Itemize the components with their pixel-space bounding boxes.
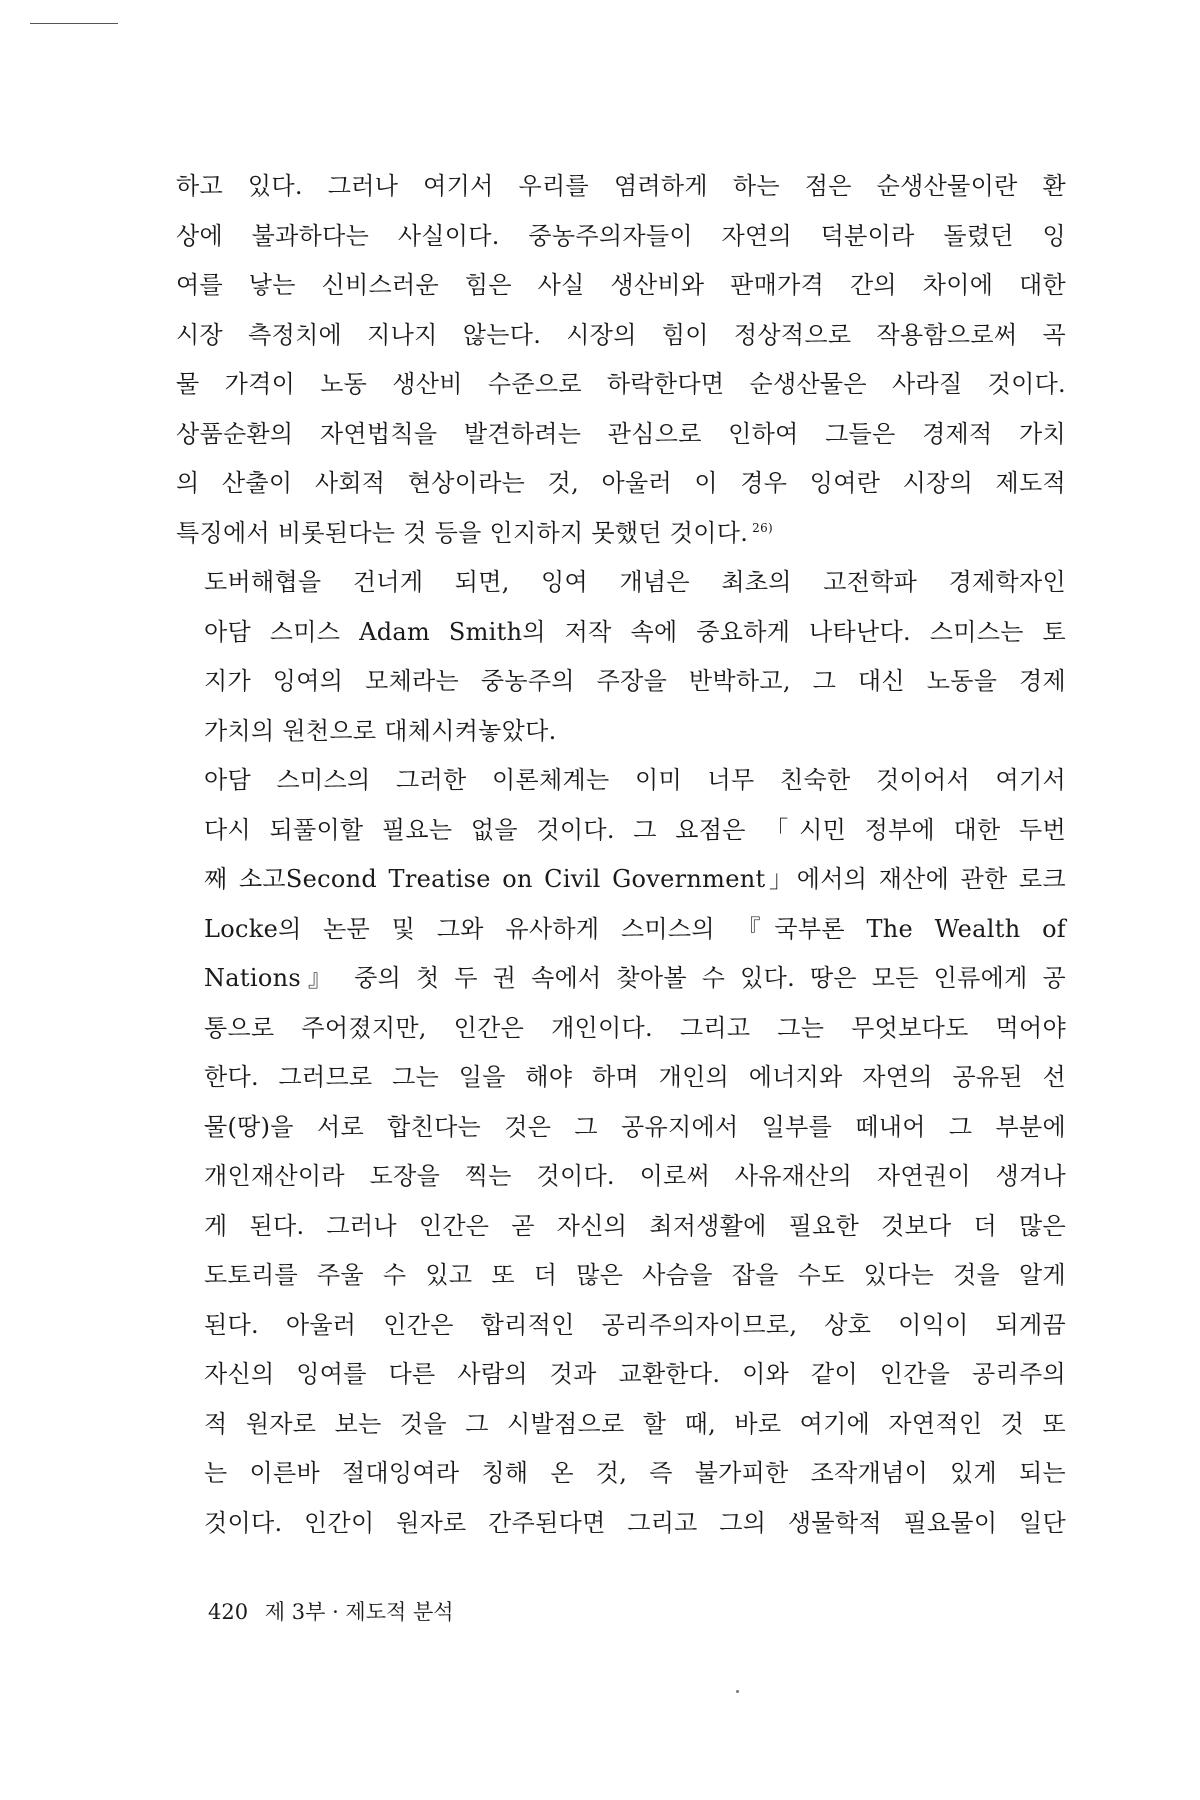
- text-line: 지가 잉여의 모체라는 중농주의 주장을 반박하고, 그 대신 노동을 경제: [204, 667, 1066, 695]
- text-line: 여를 낳는 신비스러운 힘은 사실 생산비와 판매가격 간의 차이에 대한: [176, 271, 1066, 299]
- text-line: 도버해협을 건너게 되면, 잉여 개념은 최초의 고전학파 경제학자인: [204, 568, 1066, 596]
- text-line: 시장 측정치에 지나지 않는다. 시장의 힘이 정상적으로 작용함으로써 곡: [176, 320, 1066, 349]
- text-line: 통으로 주어졌지만, 인간은 개인이다. 그리고 그는 무엇보다도 먹어야: [204, 1013, 1066, 1042]
- top-rule: [30, 23, 118, 24]
- text-line: 도토리를 주울 수 있고 또 더 많은 사슴을 잡을 수도 있다는 것을 알게: [204, 1261, 1066, 1289]
- text-line: 것이다. 인간이 원자로 간주된다면 그리고 그의 생물학적 필요물이 일단: [204, 1508, 1066, 1537]
- text-line: 다시 되풀이할 필요는 없을 것이다. 그 요점은 「시민 정부에 대한 두번: [204, 815, 1066, 844]
- text-line: 상에 불과하다는 사실이다. 중농주의자들이 자연의 덕분이라 돌렸던 잉: [176, 221, 1066, 250]
- text-line: 가치의 원천으로 대체시켜놓았다.: [204, 716, 557, 745]
- text-line: 자신의 잉여를 다른 사람의 것과 교환한다. 이와 같이 인간을 공리주의: [204, 1360, 1066, 1388]
- page-body: [176, 162, 1066, 1548]
- text-line: 게 된다. 그러나 인간은 곧 자신의 최저생활에 필요한 것보다 더 많은: [204, 1211, 1066, 1240]
- text-line: 물 가격이 노동 생산비 수준으로 하락한다면 순생산물은 사라질 것이다.: [176, 370, 1066, 398]
- text-line: 는 이른바 절대잉여라 칭해 온 것, 즉 불가피한 조작개념이 있게 되는: [204, 1459, 1066, 1487]
- text-line: 아담 스미스의 그러한 이론체계는 이미 너무 친숙한 것이어서 여기서: [204, 766, 1066, 794]
- text-line: 한다. 그러므로 그는 일을 해야 하며 개인의 에너지와 자연의 공유된 선: [204, 1063, 1066, 1091]
- text-line: 적 원자로 보는 것을 그 시발점으로 할 때, 바로 여기에 자연적인 것 또: [204, 1409, 1066, 1438]
- text-line: 개인재산이라 도장을 찍는 것이다. 이로써 사유재산의 자연권이 생겨나: [204, 1162, 1066, 1190]
- footnote-reference[interactable]: 26): [752, 520, 774, 535]
- text-line: 의 산출이 사회적 현상이라는 것, 아울러 이 경우 잉여란 시장의 제도적: [176, 469, 1066, 497]
- text-line: 된다. 아울러 인간은 합리적인 공리주의자이므로, 상호 이익이 되게끔: [204, 1310, 1066, 1339]
- paragraph-2: [176, 558, 1066, 756]
- text-line: 상품순환의 자연법칙을 발견하려는 관심으로 인하여 그들은 경제적 가치: [176, 419, 1066, 448]
- text-line: [176, 509, 1066, 559]
- paragraph-1: [176, 162, 1066, 558]
- text-line: 째 소고Second Treatise on Civil Government」에서의 재산에 관한 로크: [204, 865, 1066, 893]
- scan-speck: [736, 1690, 739, 1693]
- text-line: Locke의 논문 및 그와 유사하게 스미스의 『국부론 The Wealth of: [204, 914, 1066, 943]
- section-title: 제 3부 · 제도적 분석: [264, 1600, 454, 1624]
- text-line: 물(땅)을 서로 합친다는 것은 그 공유지에서 일부를 떼내어 그 부분에: [204, 1112, 1066, 1141]
- text-line-content: 특징에서 비롯된다는 것 등을 인지하지 못했던 것이다.: [176, 518, 749, 547]
- text-line: Nations』 중의 첫 두 권 속에서 찾아볼 수 있다. 땅은 모든 인류에게 공: [204, 964, 1066, 992]
- paragraph-3: [176, 756, 1066, 1548]
- text-line: 아담 스미스 Adam Smith의 저작 속에 중요하게 나타난다. 스미스는 토: [204, 617, 1066, 646]
- text-line: 하고 있다. 그러나 여기서 우리를 염려하게 하는 점은 순생산물이란 환: [176, 172, 1066, 200]
- page-footer: [208, 1596, 454, 1626]
- page-number: 420: [208, 1600, 249, 1624]
